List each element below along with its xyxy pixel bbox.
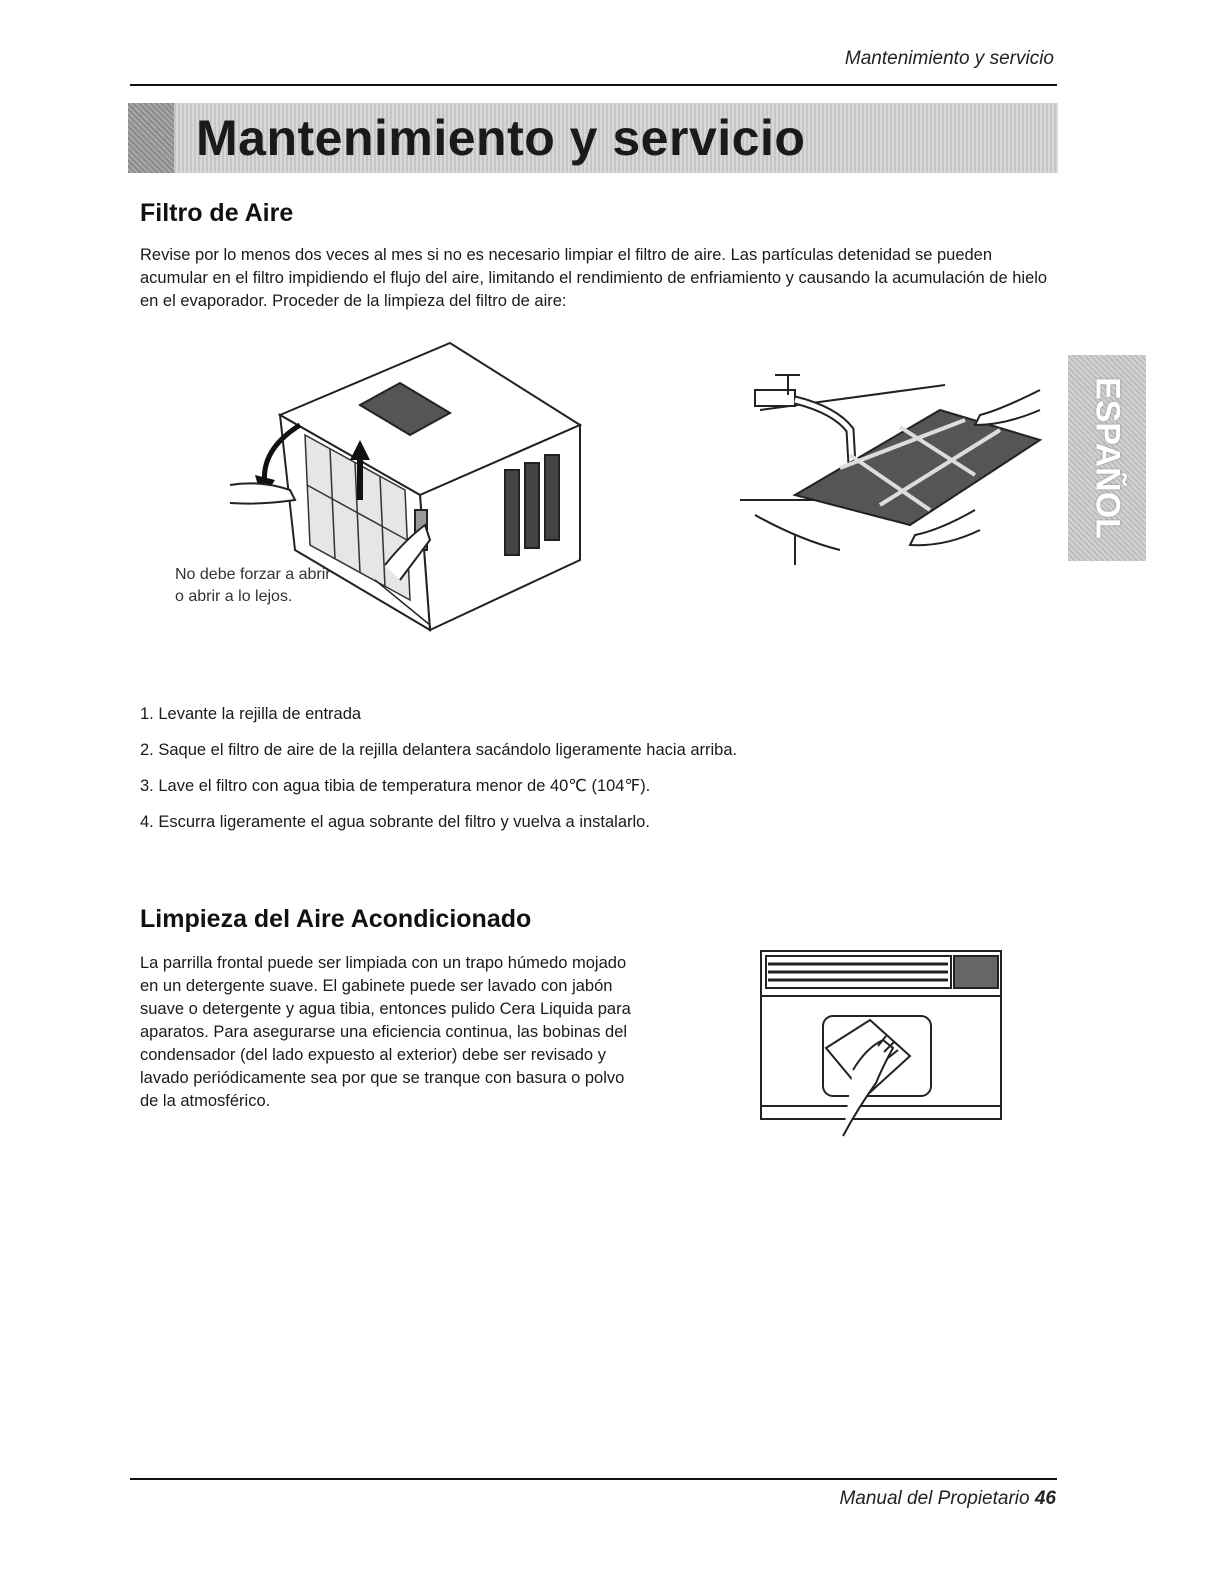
front-grille-wiping-illustration xyxy=(758,948,1008,1138)
footer-rule xyxy=(130,1478,1057,1480)
language-tab-label: ESPAÑOL xyxy=(1088,377,1127,539)
cleaning-body-text: La parrilla frontal puede ser limpiada con un trapo húmedo mojado en un detergente suave. El gabinete puede ser lavado con jabón suave o detergente y agua tibia, entonces pulido Cera Liquida para aparatos. Para asegurarse una eficiencia continua, las bobinas del condensador (del lado expuesto al exterior) debe ser revisado y lavado periódicamente sea por que se tranque con basura o polvo de la atmosférico. xyxy=(140,954,631,1110)
title-marker-block xyxy=(128,103,174,173)
list-item: 4. Escurra ligeramente el agua sobrante del filtro y vuelva a instalarlo. xyxy=(140,813,650,831)
list-item: 3. Lave el filtro con agua tibia de temperatura menor de 40℃ (104℉). xyxy=(140,777,651,795)
header-rule xyxy=(130,84,1057,86)
footer-manual-label: Manual del Propietario xyxy=(839,1488,1030,1509)
filter-steps-list xyxy=(140,703,1040,847)
language-tab xyxy=(1068,355,1146,561)
section-heading-filter: Filtro de Aire xyxy=(140,199,294,227)
title-banner xyxy=(128,103,1058,173)
running-header: Mantenimiento y servicio xyxy=(844,48,1054,69)
figure-caption-line-1: No debe forzar a abrir xyxy=(175,566,331,583)
figure-caption-line-2: o abrir a lo lejos. xyxy=(175,588,293,605)
filter-intro-text: Revise por lo menos dos veces al mes si no es necesario limpiar el filtro de aire. Las partículas detenidad se pueden acumular en el filtro impidiendo el flujo del aire, limitando el rendimiento de enfriamiento y causando la acumulación de hielo en el evaporador. Proceder de la limpieza del filtro de aire: xyxy=(140,246,1048,310)
page-number: 46 xyxy=(1034,1488,1056,1509)
page-footer xyxy=(839,1488,1056,1510)
list-item: 1. Levante la rejilla de entrada xyxy=(140,705,362,723)
page-title: Mantenimiento y servicio xyxy=(196,110,806,166)
figure-caption xyxy=(175,564,331,608)
filter-washing-illustration xyxy=(740,355,1050,570)
list-item: 2. Saque el filtro de aire de la rejilla delantera sacándolo ligeramente hacia arriba. xyxy=(140,741,738,759)
section-heading-cleaning: Limpieza del Aire Acondicionado xyxy=(140,905,532,933)
